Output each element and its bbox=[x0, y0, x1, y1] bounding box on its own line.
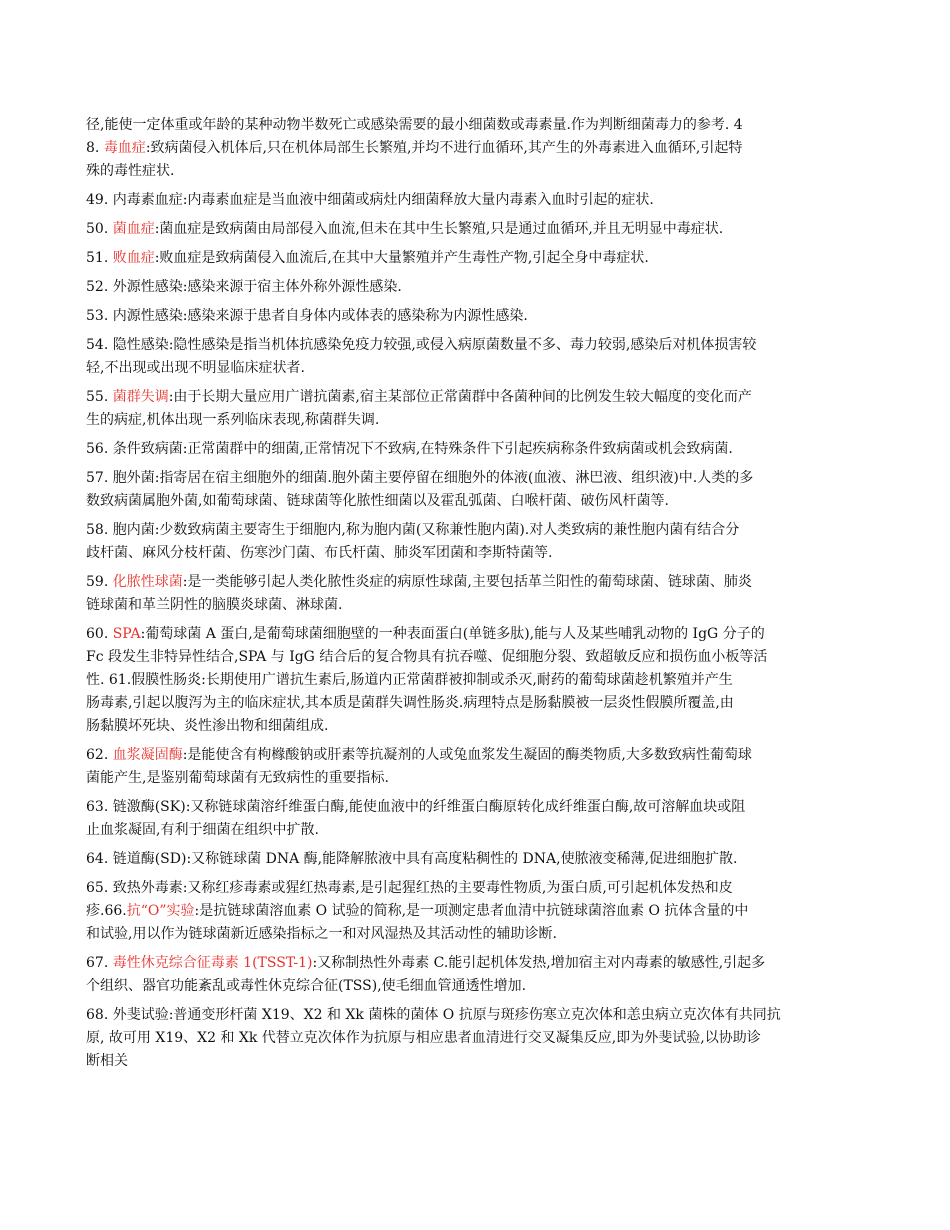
text-line bbox=[86, 305, 868, 328]
text-run: 数致病菌属胞外菌,如葡萄球菌、链球菌等化脓性细菌以及霍乱弧菌、白喉杆菌、破伤风杆菌等. bbox=[86, 493, 669, 509]
text-line bbox=[86, 114, 868, 137]
text-run: 殊的毒性症状. bbox=[86, 163, 175, 179]
term-highlight: 菌群失调 bbox=[112, 389, 169, 405]
term-highlight: 毒血症 bbox=[103, 140, 146, 156]
text-run: 链球菌和革兰阴性的脑膜炎球菌、淋球菌. bbox=[86, 597, 343, 613]
text-run: 止血浆凝固,有利于细菌在组织中扩散. bbox=[86, 822, 319, 838]
text-line bbox=[86, 571, 868, 594]
text-line bbox=[86, 623, 868, 646]
text-run: 52. 外源性感染:感染来源于宿主体外称外源性感染. bbox=[86, 279, 402, 295]
text-line bbox=[86, 218, 868, 241]
term-highlight: 败血症 bbox=[112, 250, 155, 266]
text-run: 58. 胞内菌:少数致病菌主要寄生于细胞内,称为胞内菌(又称兼性胞内菌).对人类致病的兼性胞内菌有结合分 bbox=[86, 522, 740, 538]
text-line bbox=[86, 438, 868, 461]
text-line bbox=[86, 646, 868, 669]
text-line bbox=[86, 744, 868, 767]
text-line bbox=[86, 715, 868, 738]
text-run: 生的病症,机体出现一系列临床表现,称菌群失调. bbox=[86, 412, 380, 428]
text-run: :是能使含有枸橼酸钠或肝素等抗凝剂的人或兔血浆发生凝固的酶类物质,大多数致病性葡萄球 bbox=[182, 747, 752, 763]
text-run: 肠黏膜坏死块、炎性渗出物和细菌组成. bbox=[86, 718, 329, 734]
text-line bbox=[86, 1050, 868, 1073]
text-run: 8. bbox=[86, 140, 104, 156]
text-line bbox=[86, 189, 868, 212]
text-run: 疹.66. bbox=[86, 903, 127, 919]
text-run: 59. bbox=[86, 574, 113, 590]
text-line bbox=[86, 848, 868, 871]
text-line bbox=[86, 767, 868, 790]
text-run: 60. bbox=[86, 626, 113, 642]
text-run: 67. bbox=[86, 955, 113, 971]
paragraph bbox=[86, 438, 868, 461]
paragraph bbox=[86, 305, 868, 328]
text-line bbox=[86, 975, 868, 998]
paragraph bbox=[86, 744, 868, 790]
text-line bbox=[86, 519, 868, 542]
text-run: 55. bbox=[86, 389, 113, 405]
text-run: 53. 内源性感染:感染来源于患者自身体内或体表的感染称为内源性感染. bbox=[86, 308, 528, 324]
paragraph bbox=[86, 796, 868, 842]
text-run: 50. bbox=[86, 221, 113, 237]
paragraph bbox=[86, 952, 868, 998]
paragraph bbox=[86, 386, 868, 432]
text-run: :菌血症是致病菌由局部侵入血流,但未在其中生长繁殖,只是通过血循环,并且无明显中毒症状. bbox=[154, 221, 724, 237]
paragraph bbox=[86, 571, 868, 617]
paragraph bbox=[86, 467, 868, 513]
text-run: :败血症是致病菌侵入血流后,在其中大量繁殖并产生毒性产物,引起全身中毒症状. bbox=[154, 250, 649, 266]
paragraph bbox=[86, 848, 868, 871]
text-line bbox=[86, 386, 868, 409]
text-run: 断相关 bbox=[86, 1053, 128, 1069]
text-run: :是抗链球菌溶血素 O 试验的简称,是一项测定患者血清中抗链球菌溶血素 O 抗体含量的中 bbox=[194, 903, 749, 919]
text-line bbox=[86, 877, 868, 900]
text-line bbox=[86, 247, 868, 270]
text-line bbox=[86, 692, 868, 715]
text-line bbox=[86, 900, 868, 923]
text-run: :是一类能够引起人类化脓性炎症的病原性球菌,主要包括革兰阳性的葡萄球菌、链球菌、肺炎 bbox=[182, 574, 752, 590]
paragraph bbox=[86, 623, 868, 738]
text-line bbox=[86, 276, 868, 299]
term-highlight: 血浆凝固酶 bbox=[112, 747, 183, 763]
text-line bbox=[86, 160, 868, 183]
text-run: 轻,不出现或出现不明显临床症状者. bbox=[86, 360, 305, 376]
text-line bbox=[86, 952, 868, 975]
text-line bbox=[86, 1027, 868, 1050]
paragraph bbox=[86, 334, 868, 380]
text-line bbox=[86, 542, 868, 565]
text-run: 65. 致热外毒素:又称红疹毒素或猩红热毒素,是引起猩红热的主要毒性物质,为蛋白质,可引起机体发热和皮 bbox=[86, 880, 733, 896]
term-highlight: 毒性休克综合征毒素 1(TSST-1) bbox=[112, 955, 313, 971]
paragraph bbox=[86, 1004, 868, 1073]
text-run: :致病菌侵入机体后,只在机体局部生长繁殖,并均不进行血循环,其产生的外毒素进入血循环,引起特 bbox=[145, 140, 743, 156]
term-highlight: 菌血症 bbox=[112, 221, 155, 237]
text-run: 56. 条件致病菌:正常菌群中的细菌,正常情况下不致病,在特殊条件下引起疾病称条件致病菌或机会致病菌. bbox=[86, 441, 733, 457]
text-run: 64. 链道酶(SD):又称链球菌 DNA 酶,能降解脓液中具有高度粘稠性的 DNA,使脓液变稀薄,促进细胞扩散. bbox=[86, 851, 738, 867]
paragraph bbox=[86, 189, 868, 212]
text-line bbox=[86, 923, 868, 946]
text-line bbox=[86, 669, 868, 692]
text-run: :葡萄球菌 A 蛋白,是葡萄球菌细胞壁的一种表面蛋白(单链多肽),能与人及某些哺乳动物的 IgG 分子的 bbox=[140, 626, 765, 642]
text-line bbox=[86, 357, 868, 380]
text-run: Fc 段发生非特异性结合,SPA 与 IgG 结合后的复合物具有抗吞噬、促细胞分裂、致超敏反应和损伤血小板等活 bbox=[86, 649, 768, 665]
text-line bbox=[86, 334, 868, 357]
text-run: :由于长期大量应用广谱抗菌素,宿主某部位正常菌群中各菌种间的比例发生较大幅度的变化而产 bbox=[168, 389, 752, 405]
term-highlight: 抗“O”实验 bbox=[126, 903, 195, 919]
text-run: 49. 内毒素血症:内毒素血症是当血液中细菌或病灶内细菌释放大量内毒素入血时引起的症状. bbox=[86, 192, 654, 208]
text-line bbox=[86, 490, 868, 513]
text-run: 51. bbox=[86, 250, 113, 266]
term-highlight: 化脓性球菌 bbox=[112, 574, 183, 590]
text-line bbox=[86, 137, 868, 160]
text-run: 歧杆菌、麻风分枝杆菌、伤寒沙门菌、布氏杆菌、肺炎军团菌和李斯特菌等. bbox=[86, 545, 553, 561]
paragraph bbox=[86, 247, 868, 270]
text-run: 个组织、器官功能紊乱或毒性休克综合征(TSS),使毛细血管通透性增加. bbox=[86, 978, 527, 994]
paragraph bbox=[86, 276, 868, 299]
text-run: 63. 链激酶(SK):又称链球菌溶纤维蛋白酶,能使血液中的纤维蛋白酶原转化成纤维蛋白酶,故可溶解血块或阻 bbox=[86, 799, 746, 815]
text-run: 68. 外斐试验:普通变形杆菌 X19、X2 和 Xk 菌株的菌体 O 抗原与斑疹伤寒立克次体和恙虫病立克次体有共同抗 bbox=[86, 1007, 781, 1023]
text-run: 原, 故可用 X19、X2 和 Xk 代替立克次体作为抗原与相应患者血清进行交叉凝集反应,即为外斐试验,以协助诊 bbox=[86, 1030, 761, 1046]
paragraph bbox=[86, 877, 868, 946]
text-run: 57. 胞外菌:指寄居在宿主细胞外的细菌.胞外菌主要停留在细胞外的体液(血液、淋巴液、组织液)中.人类的多 bbox=[86, 470, 754, 486]
text-run: 肠毒素,引起以腹泻为主的临床症状,其本质是菌群失调性肠炎.病理特点是肠黏膜被一层炎性假膜所覆盖,由 bbox=[86, 695, 734, 711]
text-line bbox=[86, 409, 868, 432]
text-run: 性. 61.假膜性肠炎:长期使用广谱抗生素后,肠道内正常菌群被抑制或杀灭,耐药的葡萄球菌趁机繁殖并产生 bbox=[86, 672, 733, 688]
text-line bbox=[86, 819, 868, 842]
text-run: 菌能产生,是鉴别葡萄球菌有无致病性的重要指标. bbox=[86, 770, 389, 786]
text-line bbox=[86, 1004, 868, 1027]
document-page bbox=[86, 114, 868, 1079]
term-highlight: SPA bbox=[112, 626, 141, 642]
text-run: 和试验,用以作为链球菌新近感染指标之一和对风湿热及其活动性的辅助诊断. bbox=[86, 926, 557, 942]
text-line bbox=[86, 594, 868, 617]
text-line bbox=[86, 467, 868, 490]
text-run: 径,能使一定体重或年龄的某种动物半数死亡或感染需要的最小细菌数或毒素量.作为判断细菌毒力的参考. 4 bbox=[86, 117, 743, 133]
paragraph bbox=[86, 218, 868, 241]
text-line bbox=[86, 796, 868, 819]
text-run: :又称制热性外毒素 C.能引起机体发热,增加宿主对内毒素的敏感性,引起多 bbox=[312, 955, 766, 971]
paragraph bbox=[86, 114, 868, 183]
text-run: 54. 隐性感染:隐性感染是指当机体抗感染免疫力较强,或侵入病原菌数量不多、毒力较弱,感染后对机体损害较 bbox=[86, 337, 757, 353]
paragraph bbox=[86, 519, 868, 565]
text-run: 62. bbox=[86, 747, 113, 763]
